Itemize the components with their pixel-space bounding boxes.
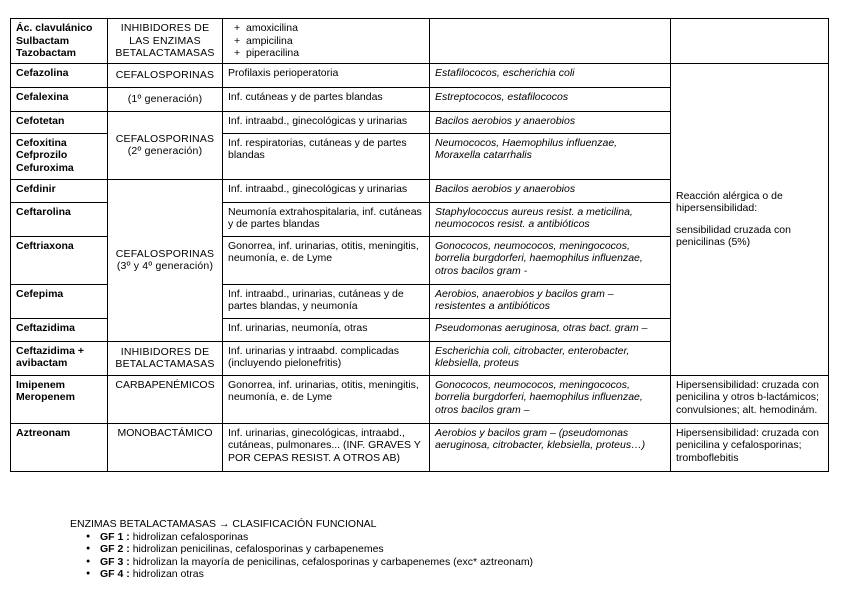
class-cell <box>108 19 223 64</box>
table-row <box>11 375 829 423</box>
group-key: GF 1 : <box>100 530 130 543</box>
drug-name: Aztreonam <box>11 423 108 471</box>
organism-cell: Aerobios, anaerobios y bacilos gram – resistentes a antibióticos <box>430 284 671 318</box>
class-label: CEFALOSPORINAS <box>115 247 215 260</box>
use-cell: Inf. urinarias y intraabd. complicadas (incluyendo pielonefritis) <box>223 341 430 375</box>
class-label: MONOBACTÁMICO <box>108 423 223 471</box>
use-cell: Inf. intraabd., ginecológicas y urinarias <box>223 179 430 202</box>
class-label: INHIBIDORES DE BETALACTAMASAS <box>108 341 223 375</box>
organism-cell: Escherichia coli, citrobacter, enterobacter, klebsiella, proteus <box>430 341 671 375</box>
drug-name: Cefuroxima <box>16 161 74 174</box>
class-label: INHIBIDORES DE LAS ENZIMAS BETALACTAMASAS <box>115 22 215 59</box>
combo-item: + ampicilina <box>246 35 424 48</box>
class-generation: (1º generación) <box>108 87 223 111</box>
class-generation: (3º y 4º generación) <box>116 260 214 272</box>
classification-list <box>70 531 533 581</box>
group-key: GF 4 : <box>100 568 130 580</box>
drug-name: Cefdinir <box>11 179 108 202</box>
classification-title: ENZIMAS BETALACTAMASAS → CLASIFICACIÓN FUNCIONAL <box>70 518 377 530</box>
use-cell: Inf. respiratorias, cutáneas y de partes blandas <box>223 133 430 179</box>
drug-name: Cefepima <box>11 284 108 318</box>
use-cell: Inf. urinarias, ginecológicas, intraabd., cutáneas, pulmonares... (INF. GRAVES Y POR CEPAS RESIST. A OTROS AB) <box>223 423 430 471</box>
table-row <box>11 63 829 87</box>
drug-name: Meropenem <box>16 391 75 403</box>
list-item <box>100 556 533 569</box>
use-cell: Neumonía extrahospitalaria, inf. cutáneas y de partes blandas <box>223 202 430 236</box>
combo-item: + amoxicilina <box>246 22 424 35</box>
betalactamase-classification <box>70 518 533 581</box>
drug-name: Tazobactam <box>16 47 76 59</box>
drug-name: Ceftazidima <box>11 318 108 341</box>
group-desc: hidrolizan la mayoría de penicilinas, cefalosporinas y carbapenemes (exc* aztreonam) <box>132 555 534 568</box>
organism-cell: Bacilos aerobios y anaerobios <box>430 179 671 202</box>
adverse-cell <box>671 19 829 64</box>
organism-cell: Pseudomonas aeruginosa, otras bact. gram – <box>430 318 671 341</box>
drug-name: Cefazolina <box>11 63 108 87</box>
drug-name: Cefotetan <box>11 111 108 133</box>
drug-name: Cefalexina <box>11 87 108 111</box>
organism-cell: Aerobios y bacilos gram – (pseudomonas aeruginosa, citrobacter, klebsiella, proteus…) <box>430 423 671 471</box>
list-item <box>100 531 533 544</box>
class-cell <box>108 179 223 341</box>
adverse-cell: Hipersensibilidad: cruzada con penicilina y cefalosporinas; tromboflebitis <box>671 423 829 471</box>
drug-cell <box>11 375 108 423</box>
adverse-cell <box>671 63 829 375</box>
use-cell: Inf. cutáneas y de partes blandas <box>223 87 430 111</box>
organism-cell: Estreptococos, estafilococos <box>430 87 671 111</box>
drug-name: Ác. clavulánico <box>16 22 93 34</box>
drug-name: Ceftazidima + avibactam <box>11 341 108 375</box>
drug-name: Sulbactam <box>16 34 70 47</box>
organism-cell: Estafilococos, escherichia coli <box>430 63 671 87</box>
organism-cell <box>430 19 671 64</box>
drug-name: Cefoxitina <box>16 136 67 149</box>
organism-cell: Neumococos, Haemophilus influenzae, Moraxella catarrhalis <box>430 133 671 179</box>
class-label: CEFALOSPORINAS <box>115 132 215 145</box>
group-key: GF 2 : <box>100 543 130 555</box>
drug-cell <box>11 133 108 179</box>
class-cell <box>108 111 223 179</box>
group-key: GF 3 : <box>100 555 130 568</box>
table-row <box>11 423 829 471</box>
adverse-cell: Hipersensibilidad: cruzada con penicilina y otros b-lactámicos; convulsiones; alt. hemodinám. <box>671 375 829 423</box>
list-item <box>100 568 533 581</box>
use-cell: Inf. intraabd., ginecológicas y urinarias <box>223 111 430 133</box>
organism-cell: Bacilos aerobios y anaerobios <box>430 111 671 133</box>
organism-cell: Staphylococcus aureus resist. a meticilina, neumococos resist. a antibióticos <box>430 202 671 236</box>
antibiotics-table <box>10 18 829 472</box>
drug-cell <box>11 19 108 64</box>
use-cell: Inf. intraabd., urinarias, cutáneas y de partes blandas, y neumonía <box>223 284 430 318</box>
class-generation: (2º generación) <box>127 145 203 157</box>
class-label: CARBAPENÉMICOS <box>108 375 223 423</box>
adverse-line: Reacción alérgica o de hipersensibilidad: <box>676 189 783 214</box>
use-cell: Gonorrea, inf. urinarias, otitis, meningitis, neumonía, e. de Lyme <box>223 236 430 284</box>
drug-name: Ceftriaxona <box>11 236 108 284</box>
organism-cell: Gonococos, neumococos, meningococos, borrelia burgdorferi, haemophilus influenzae, otros bacilos gram - <box>430 236 671 284</box>
drug-name: Ceftarolina <box>11 202 108 236</box>
use-cell: Profilaxis perioperatoria <box>223 63 430 87</box>
adverse-line: sensibilidad cruzada con penicilinas (5%) <box>676 223 791 248</box>
use-cell <box>223 19 430 64</box>
group-desc: hidrolizan otras <box>132 568 204 580</box>
table-row <box>11 19 829 64</box>
use-cell: Gonorrea, inf. urinarias, otitis, meningitis, neumonía, e. de Lyme <box>223 375 430 423</box>
group-desc: hidrolizan penicilinas, cefalosporinas y carbapenemes <box>132 543 384 555</box>
combo-item: + piperacilina <box>246 47 424 60</box>
group-desc: hidrolizan cefalosporinas <box>132 530 249 543</box>
list-item <box>100 543 533 556</box>
use-cell: Inf. urinarias, neumonía, otras <box>223 318 430 341</box>
class-label: CEFALOSPORINAS <box>108 63 223 87</box>
drug-name: Cefprozilo <box>16 149 68 161</box>
drug-name: Imipenem <box>16 378 66 391</box>
organism-cell: Gonococos, neumococos, meningococos, borrelia burgdorferi, haemophilus influenzae, otros bacilos gram – <box>430 375 671 423</box>
